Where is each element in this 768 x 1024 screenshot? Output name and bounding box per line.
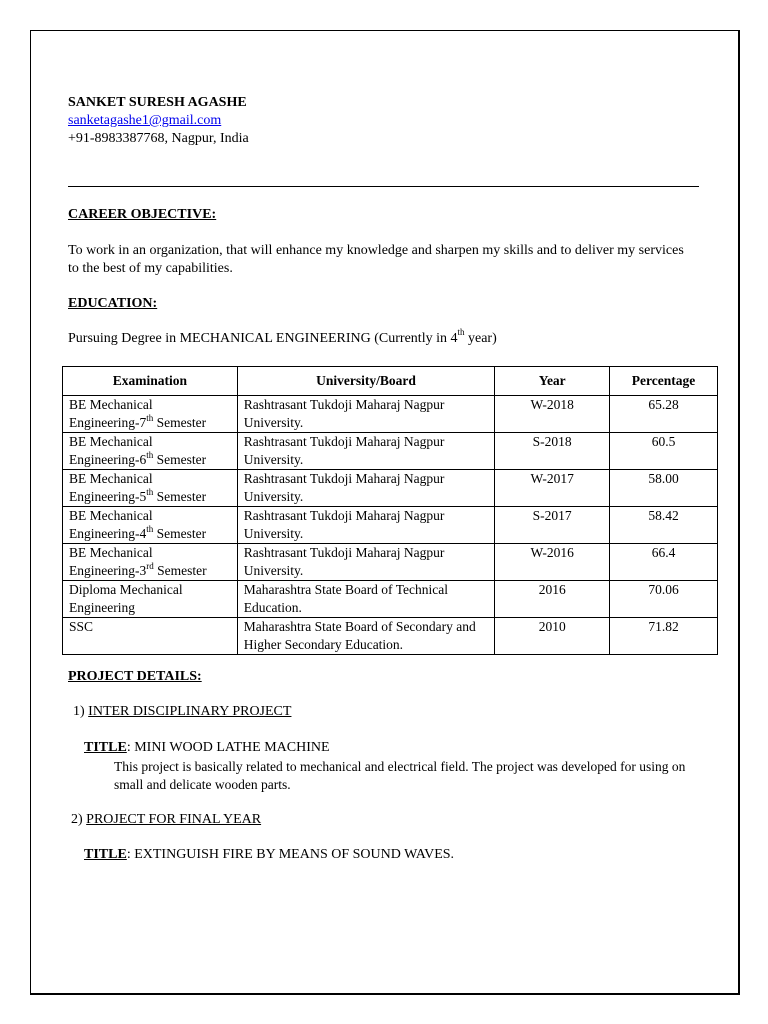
exam-prefix: Engineering-3 <box>69 563 147 578</box>
board-cell: Maharashtra State Board of Technical Education. <box>237 581 495 618</box>
exam-cell <box>63 618 238 655</box>
project-1-number: 1) <box>73 704 85 719</box>
board-cell: Rashtrasant Tukdoji Maharaj Nagpur University. <box>237 433 495 470</box>
exam-cell <box>63 396 238 433</box>
table-row <box>63 396 718 433</box>
exam-line1: BE Mechanical <box>69 545 153 560</box>
column-header-year: Year <box>495 367 610 396</box>
exam-prefix: Engineering-5 <box>69 489 147 504</box>
year-cell: 2016 <box>495 581 610 618</box>
education-heading: EDUCATION: <box>68 296 158 311</box>
board-cell: Rashtrasant Tukdoji Maharaj Nagpur University. <box>237 470 495 507</box>
exam-cell <box>63 507 238 544</box>
year-cell: S-2018 <box>495 433 610 470</box>
exam-sup: th <box>146 486 154 497</box>
year-cell: W-2017 <box>495 470 610 507</box>
percentage-cell: 60.5 <box>610 433 718 470</box>
exam-line1: SSC <box>69 619 94 634</box>
education-table <box>62 366 718 655</box>
year-cell: W-2018 <box>495 396 610 433</box>
project-details-heading: PROJECT DETAILS: <box>68 669 202 684</box>
exam-suffix: Semester <box>153 489 207 504</box>
exam-sup: th <box>146 449 154 460</box>
education-intro <box>68 327 497 347</box>
column-header-percentage: Percentage <box>610 367 718 396</box>
board-cell: Maharashtra State Board of Secondary and Higher Secondary Education. <box>237 618 495 655</box>
project-2-title-text: : EXTINGUISH FIRE BY MEANS OF SOUND WAVES. <box>126 847 455 862</box>
table-row <box>63 618 718 655</box>
candidate-name: SANKET SURESH AGASHE <box>68 95 247 110</box>
exam-line1: BE Mechanical <box>69 434 153 449</box>
percentage-cell: 71.82 <box>610 618 718 655</box>
board-cell: Rashtrasant Tukdoji Maharaj Nagpur University. <box>237 507 495 544</box>
exam-prefix: Engineering-7 <box>69 415 147 430</box>
project-2-number: 2) <box>71 812 83 827</box>
project-1-line <box>73 704 291 720</box>
percentage-cell: 66.4 <box>610 544 718 581</box>
percentage-cell: 58.00 <box>610 470 718 507</box>
project-2-line <box>71 812 261 828</box>
table-row <box>63 470 718 507</box>
education-intro-suffix: year) <box>464 331 497 346</box>
exam-suffix: Semester <box>153 563 207 578</box>
year-cell: W-2016 <box>495 544 610 581</box>
project-1-title-text: : MINI WOOD LATHE MACHINE <box>126 740 330 755</box>
percentage-cell: 65.28 <box>610 396 718 433</box>
exam-cell <box>63 470 238 507</box>
column-header-university: University/Board <box>237 367 495 396</box>
year-cell: 2010 <box>495 618 610 655</box>
exam-cell <box>63 581 238 618</box>
exam-line1: BE Mechanical <box>69 397 153 412</box>
exam-line1: BE Mechanical <box>69 508 153 523</box>
column-header-examination: Examination <box>63 367 238 396</box>
project-1-description: This project is basically related to mechanical and electrical field. The project was developed for using on small and delicate wooden parts. <box>114 759 686 792</box>
project-2-title-line <box>84 847 454 863</box>
table-row <box>63 433 718 470</box>
board-cell: Rashtrasant Tukdoji Maharaj Nagpur University. <box>237 544 495 581</box>
project-2-name: PROJECT FOR FINAL YEAR <box>86 812 262 827</box>
exam-prefix: Engineering-4 <box>69 526 147 541</box>
project-1-title-line <box>84 740 330 756</box>
board-cell: Rashtrasant Tukdoji Maharaj Nagpur University. <box>237 396 495 433</box>
exam-line1: Diploma Mechanical <box>69 582 183 597</box>
resume-page <box>30 30 740 995</box>
table-row <box>63 581 718 618</box>
table-row <box>63 507 718 544</box>
project-2-title-label: TITLE <box>84 847 127 862</box>
year-cell: S-2017 <box>495 507 610 544</box>
email-link[interactable]: sanketagashe1@gmail.com <box>68 113 222 128</box>
exam-prefix: Engineering-6 <box>69 452 147 467</box>
education-intro-sup: th <box>457 327 465 338</box>
career-objective-heading: CAREER OBJECTIVE: <box>68 207 217 222</box>
percentage-cell: 58.42 <box>610 507 718 544</box>
exam-prefix: Engineering <box>69 600 135 615</box>
exam-suffix: Semester <box>153 452 207 467</box>
education-intro-prefix: Pursuing Degree in MECHANICAL ENGINEERING (Currently in 4 <box>68 331 458 346</box>
table-header-row <box>63 367 718 396</box>
exam-suffix: Semester <box>153 415 207 430</box>
exam-sup: th <box>146 523 154 534</box>
exam-sup: rd <box>146 560 154 571</box>
exam-sup: th <box>146 412 154 423</box>
project-1-name: INTER DISCIPLINARY PROJECT <box>88 704 292 719</box>
header-divider <box>68 186 699 187</box>
percentage-cell: 70.06 <box>610 581 718 618</box>
exam-cell <box>63 433 238 470</box>
career-objective-text: To work in an organization, that will enhance my knowledge and sharpen my skills and to deliver my services to the best of my capabilities. <box>68 243 684 276</box>
contact-info: +91-8983387768, Nagpur, India <box>68 131 249 146</box>
exam-suffix: Semester <box>153 526 207 541</box>
project-1-title-label: TITLE <box>84 740 127 755</box>
exam-cell <box>63 544 238 581</box>
table-row <box>63 544 718 581</box>
exam-line1: BE Mechanical <box>69 471 153 486</box>
